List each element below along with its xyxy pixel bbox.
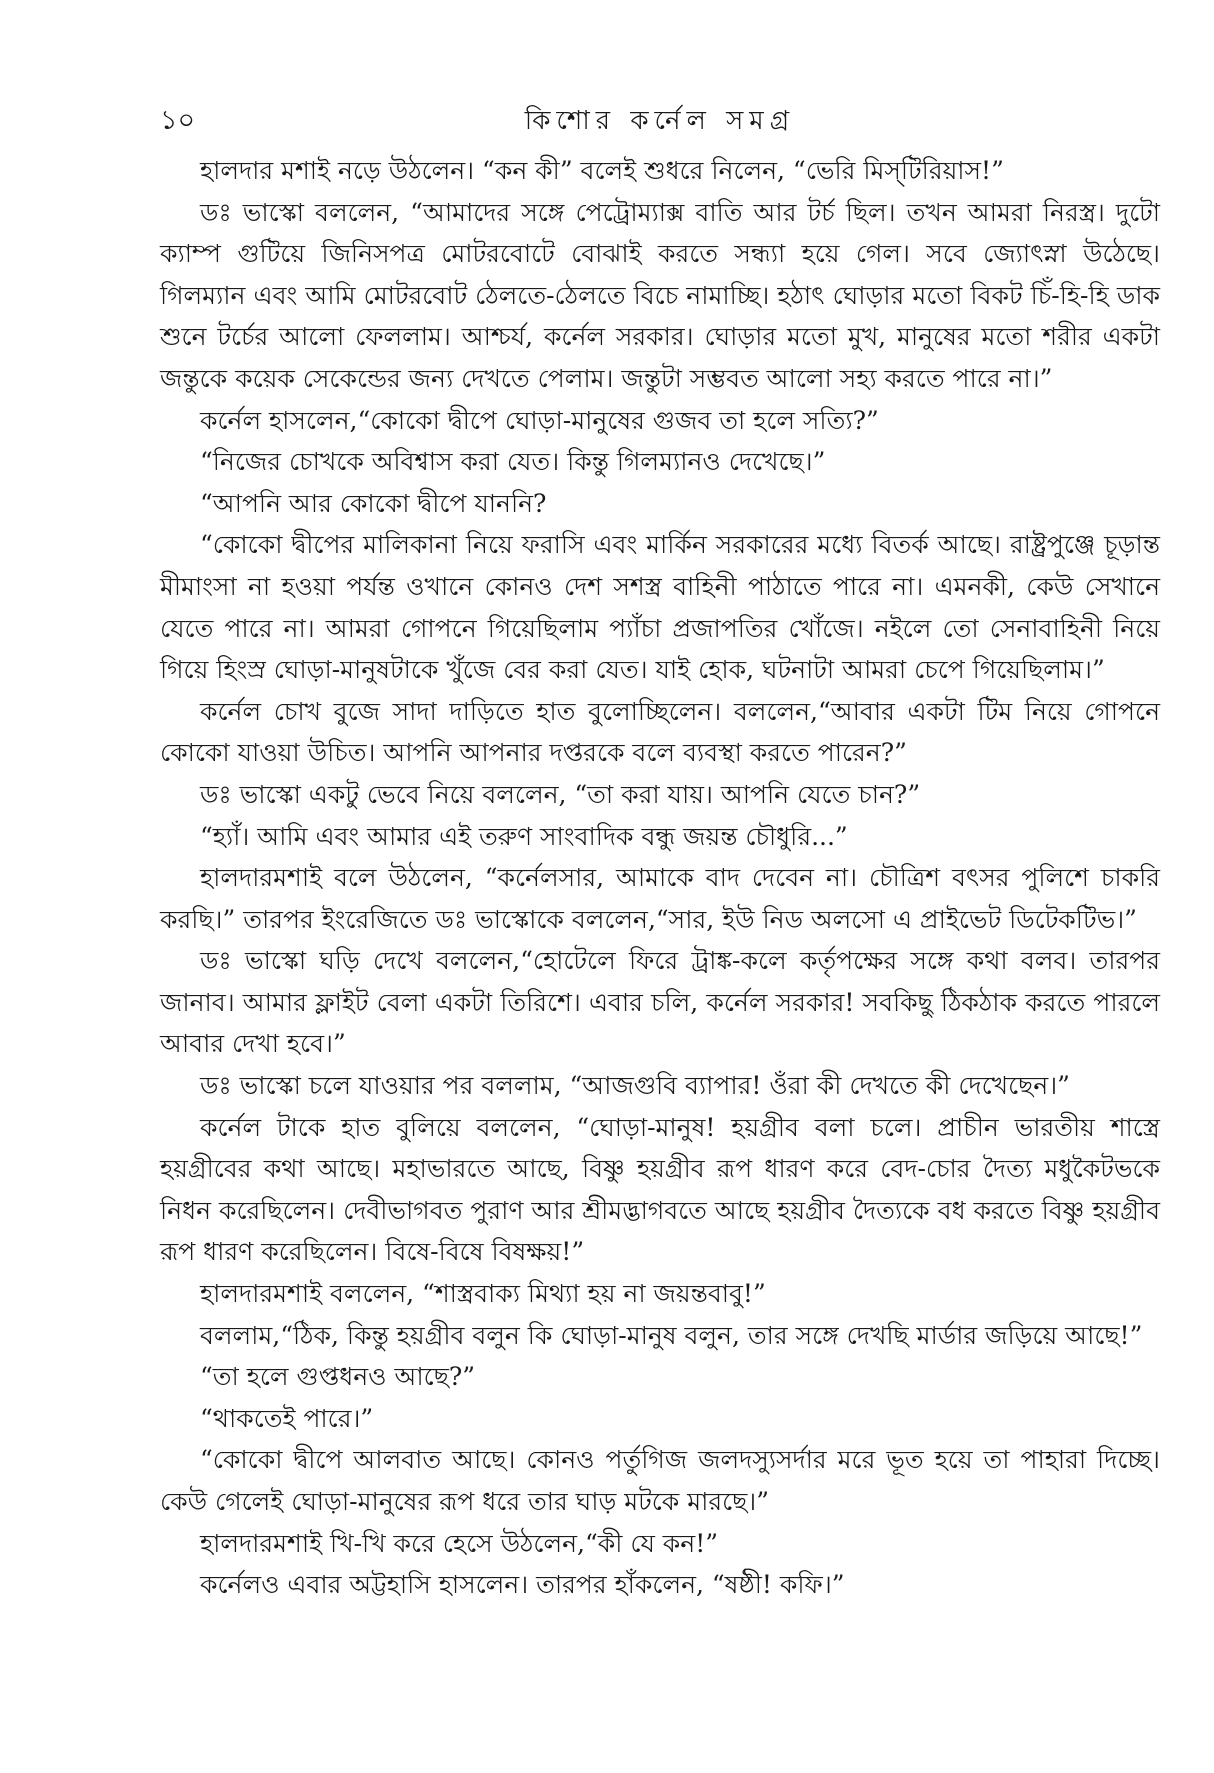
page-number: ১০ — [160, 105, 196, 136]
paragraph: “আপনি আর কোকো দ্বীপে যাননি? — [200, 488, 547, 518]
paragraph: ডঃ ভাস্কো চলে যাওয়ার পর বললাম, “আজগুবি ব্যাপার! ওঁরা কী দেখতে কী দেখেছেন।” — [200, 1071, 1070, 1101]
paragraph: “হ্যাঁ। আমি এবং আমার এই তরুণ সাংবাদিক বন্ধু জয়ন্ত চৌধুরি...” — [200, 821, 848, 851]
paragraph: কর্নেল টাকে হাত বুলিয়ে বললেন, “ঘোড়া-মানুষ! হয়গ্রীব বলা চলে। প্রাচীন ভারতীয় শাস্ত্রে হয়গ্রীবের কথা আছে। মহাভারতে আছে, বিষ্ণু হয়গ্রীব রূপ ধারণ করে বেদ-চোর দৈত্য মধুকৈটভকে নিধন করেছিলেন। দেবীভাগবত পুরাণ আর শ্রীমদ্ভাগবতে আছে হয়গ্রীব দৈত্যকে বধ করতে বিষ্ণু হয়গ্রীব রূপ ধারণ করেছিলেন। বিষে-বিষে বিষক্ষয়!” — [160, 1112, 1160, 1267]
paragraph: বললাম,“ঠিক, কিন্তু হয়গ্রীব বলুন কি ঘোড়া-মানুষ বলুন, তার সঙ্গে দেখছি মার্ডার জড়িয়ে আছে!” — [200, 1320, 1143, 1350]
body-text — [160, 150, 1160, 1606]
paragraph: “কোকো দ্বীপে আলবাত আছে। কোনও পর্তুগিজ জলদস্যুসর্দার মরে ভূত হয়ে তা পাহারা দিচ্ছে। কেউ গেলেই ঘোড়া-মানুষের রূপ ধরে তার ঘাড় মটকে মারছে।” — [160, 1445, 1160, 1516]
page-header — [160, 100, 1160, 150]
paragraph: ডঃ ভাস্কো বললেন, “আমাদের সঙ্গে পেট্রোম্যাক্স বাতি আর টর্চ ছিল। তখন আমরা নিরস্ত্র। দুটো ক্যাম্প গুটিয়ে জিনিসপত্র মোটরবোটে বোঝাই করতে সন্ধ্যা হয়ে গেল। সবে জ্যোৎস্না উঠেছে। গিলম্যান এবং আমি মোটরবোট ঠেলতে-ঠেলতে বিচে নামাচ্ছি। হঠাৎ ঘোড়ার মতো বিকট চিঁ-হি-হি ডাক শুনে টর্চের আলো ফেললাম। আশ্চর্য, কর্নেল সরকার। ঘোড়ার মতো মুখ, মানুষের মতো শরীর একটা জন্তুকে কয়েক সেকেন্ডের জন্য দেখতে পেলাম। জন্তুটা সম্ভবত আলো সহ্য করতে পারে না।” — [160, 197, 1160, 393]
paragraph: কর্নেল চোখ বুজে সাদা দাড়িতে হাত বুলোচ্ছিলেন। বললেন,“আবার একটা টিম নিয়ে গোপনে কোকো যাওয়া উচিত। আপনি আপনার দপ্তরকে বলে ব্যবস্থা করতে পারেন?” — [160, 696, 1160, 768]
paragraph: কর্নেলও এবার অট্টহাসি হাসলেন। তারপর হাঁকলেন, “ষষ্ঠী! কফি।” — [200, 1570, 845, 1600]
paragraph: ডঃ ভাস্কো একটু ভেবে নিয়ে বললেন, “তা করা যায়। আপনি যেতে চান?” — [200, 779, 921, 809]
paragraph: ডঃ ভাস্কো ঘড়ি দেখে বললেন,“হোটেলে ফিরে ট্রাঙ্ক-কলে কর্তৃপক্ষের সঙ্গে কথা বলব। তারপর জানাব। আমার ফ্লাইট বেলা একটা তিরিশে। এবার চলি, কর্নেল সরকার! সবকিছু ঠিকঠাক করতে পারলে আবার দেখা হবে।” — [160, 946, 1160, 1059]
paragraph: হালদারমশাই খি-খি করে হেসে উঠলেন,“কী যে কন!” — [200, 1528, 719, 1558]
paragraph: হালদার মশাই নড়ে উঠলেন। “কন কী” বলেই শুধরে নিলেন, “ভেরি মিস্‌টিরিয়াস!” — [200, 156, 1004, 185]
book-page — [160, 100, 1160, 1606]
paragraph: “কোকো দ্বীপের মালিকানা নিয়ে ফরাসি এবং মার্কিন সরকারের মধ্যে বিতর্ক আছে। রাষ্ট্রপুঞ্জে চূড়ান্ত মীমাংসা না হওয়া পর্যন্ত ওখানে কোনও দেশ সশস্ত্র বাহিনী পাঠাতে পারে না। এমনকী, কেউ সেখানে যেতে পারে না। আমরা গোপনে গিয়েছিলাম প্যাঁচা প্রজাপতির খোঁজে। নইলে তো সেনাবাহিনী নিয়ে গিয়ে হিংস্র ঘোড়া-মানুষটাকে খুঁজে বের করা যেত। যাই হোক, ঘটনাটা আমরা চেপে গিয়েছিলাম।” — [160, 530, 1160, 685]
paragraph: “থাকতেই পারে।” — [200, 1403, 374, 1433]
paragraph: কর্নেল হাসলেন,“কোকো দ্বীপে ঘোড়া-মানুষের গুজব তা হলে সত্যি?” — [200, 405, 879, 435]
paragraph: “তা হলে গুপ্তধনও আছে?” — [200, 1362, 476, 1392]
running-title: কিশোর কর্নেল সমগ্র — [524, 106, 796, 136]
paragraph: হালদারমশাই বললেন, “শাস্ত্রবাক্য মিথ্যা হয় না জয়ন্তবাবু!” — [200, 1279, 766, 1309]
paragraph: “নিজের চোখকে অবিশ্বাস করা যেত। কিন্তু গিলম্যানও দেখেছে।” — [200, 447, 826, 477]
paragraph: হালদারমশাই বলে উঠলেন, “কর্নেলসার, আমাকে বাদ দেবেন না। চৌত্রিশ বৎসর পুলিশে চাকরি করছি।” তারপর ইংরেজিতে ডঃ ভাস্কোকে বললেন,“সার, ইউ নিড অলসো এ প্রাইভেট ডিটেকটিভ।” — [160, 863, 1160, 934]
